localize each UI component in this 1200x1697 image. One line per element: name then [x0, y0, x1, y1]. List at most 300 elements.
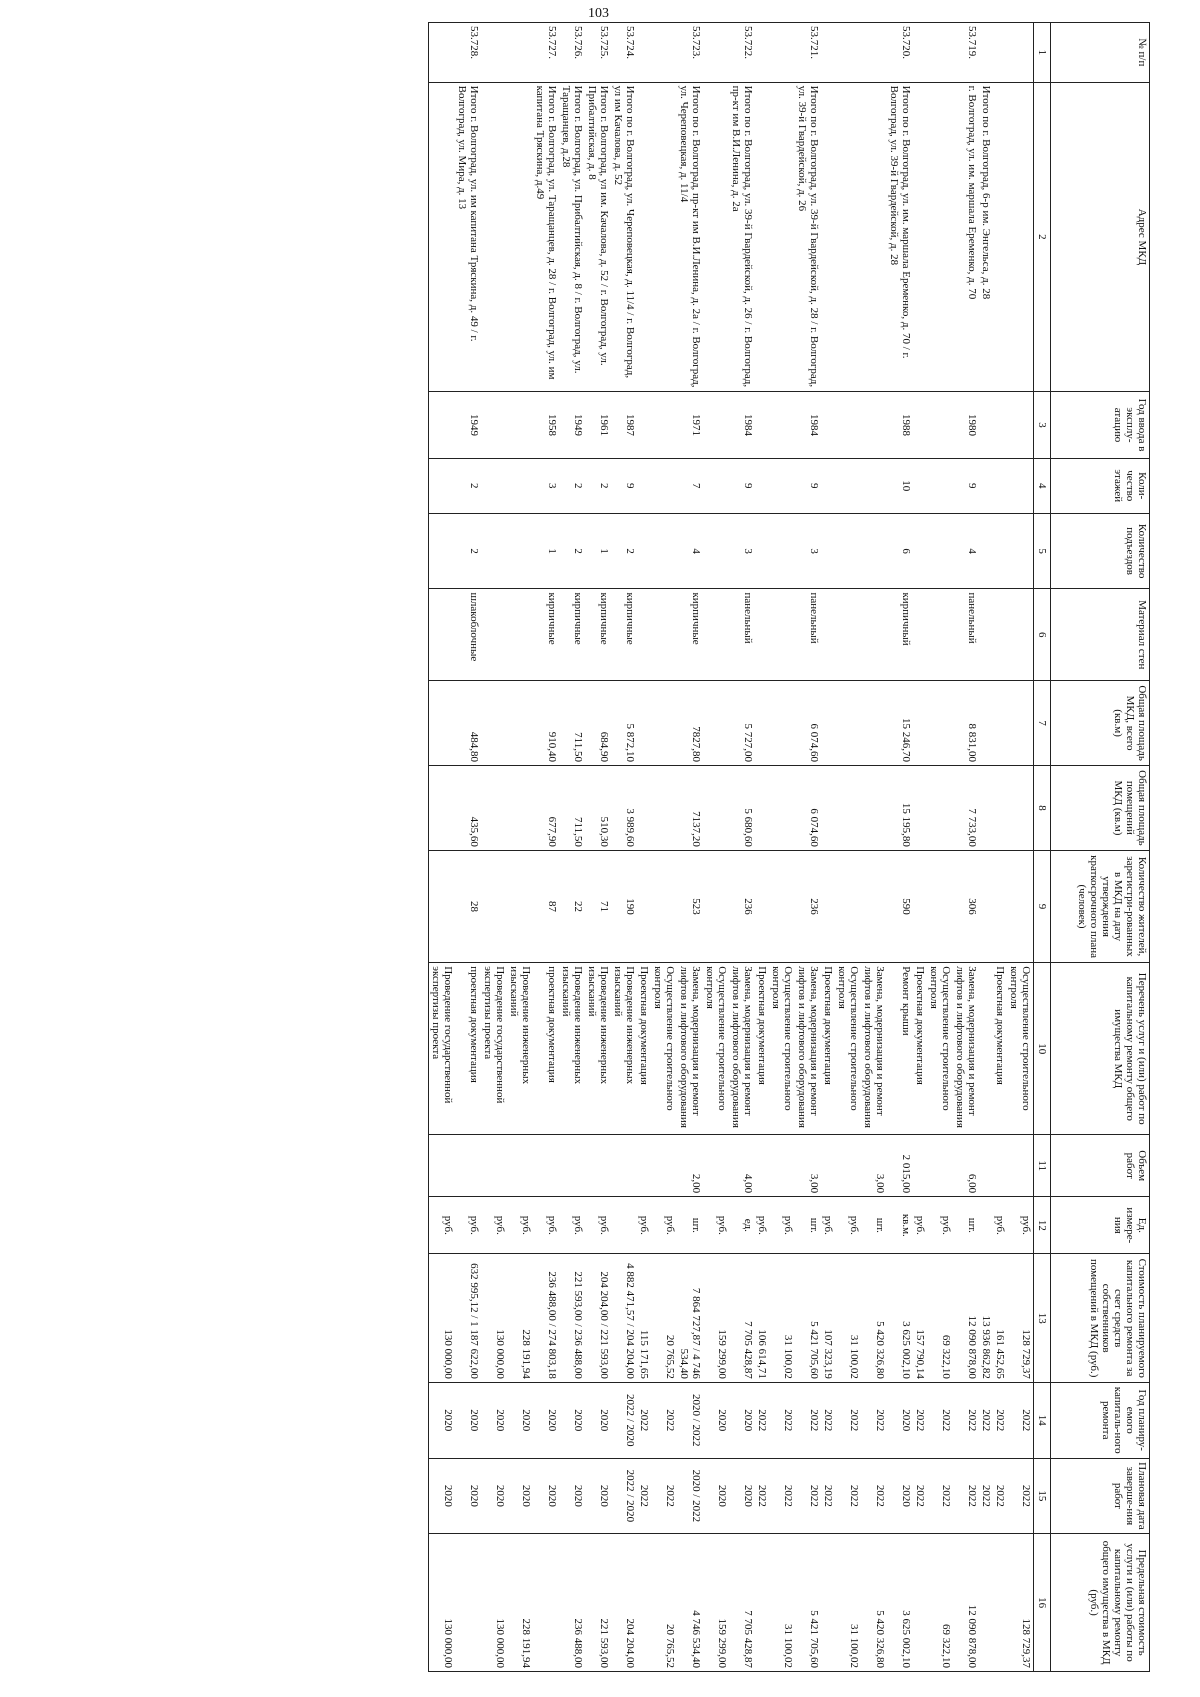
table-cell: [993, 82, 1007, 392]
header-col-3: Год ввода в эксплу-атацию: [1051, 392, 1150, 459]
header-col-9: Количество жителей, зарегистри-рованных в МКД на дату утверждения краткосрочного плана (человек): [1051, 850, 1150, 962]
table-cell: 5 420 326,80: [861, 1254, 887, 1382]
table-cell: [637, 1135, 651, 1197]
table-cell: [979, 392, 993, 459]
table-cell: 4: [677, 513, 703, 589]
table-cell: панельный: [729, 589, 755, 681]
table-cell: Осуществление строительного контроля: [651, 963, 677, 1135]
table-cell: 106 614,71: [755, 1254, 769, 1382]
table-cell: 2020: [429, 1458, 456, 1534]
table-cell: [703, 850, 729, 962]
table-cell: [481, 766, 507, 851]
table-cell: 2020 / 2022: [677, 1458, 703, 1534]
table-cell: [481, 458, 507, 513]
table-cell: Проектная документация: [821, 963, 835, 1135]
table-cell: [611, 1135, 637, 1197]
table-cell: 2020: [703, 1382, 729, 1458]
rotated-table-container: [30, 22, 1150, 1672]
table-cell: руб.: [533, 1197, 559, 1254]
table-cell: [1007, 23, 1034, 83]
table-cell: [1007, 513, 1034, 589]
table-cell: 2022: [821, 1382, 835, 1458]
table-cell: 4 746 534,40: [677, 1534, 703, 1672]
table-cell: [821, 513, 835, 589]
header-col-11: Объем работ: [1051, 1135, 1150, 1197]
table-row: [559, 23, 585, 1672]
table-cell: [1007, 850, 1034, 962]
header-col-8: Общая площадь помещений МКД (кв.м): [1051, 766, 1150, 851]
table-cell: 632 995,12 / 1 187 622,00: [455, 1254, 481, 1382]
table-cell: 2: [559, 458, 585, 513]
table-cell: [481, 392, 507, 459]
header-col-12: Ед. измере-ния: [1051, 1197, 1150, 1254]
column-number: 15: [1034, 1458, 1051, 1534]
table-cell: кирпичный: [887, 589, 913, 681]
table-cell: 2,00: [677, 1135, 703, 1197]
table-cell: Ремонт крыши: [887, 963, 913, 1135]
column-number: 5: [1034, 513, 1051, 589]
table-cell: [861, 850, 887, 962]
table-cell: 2: [611, 513, 637, 589]
table-cell: 590: [887, 850, 913, 962]
table-cell: 2022: [1007, 1382, 1034, 1458]
table-cell: Замена, модернизация и ремонт лифтов и лифтового оборудования: [861, 963, 887, 1135]
table-cell: [927, 513, 953, 589]
column-number: 1: [1034, 23, 1051, 83]
table-cell: [927, 1135, 953, 1197]
table-cell: 115 171,65: [637, 1254, 651, 1382]
table-cell: 2020: [533, 1382, 559, 1458]
table-cell: [755, 82, 769, 392]
table-cell: 5 727,00: [729, 681, 755, 766]
table-cell: [637, 82, 651, 392]
table-cell: Итого по г. Волгоград, ул. им. маршала Еременко, д. 70 / г. Волгоград, ул. 39-й Гвардейской, д. 28: [887, 82, 913, 392]
table-cell: Замена, модернизация и ремонт лифтов и лифтового оборудования: [795, 963, 821, 1135]
header-col-5: Количество подъездов: [1051, 513, 1150, 589]
table-cell: 2020: [887, 1458, 913, 1534]
table-cell: [481, 850, 507, 962]
table-cell: [993, 1534, 1007, 1672]
table-cell: 228 191,94: [507, 1254, 533, 1382]
table-cell: 6 074,60: [795, 766, 821, 851]
table-cell: Осуществление строительного контроля: [1007, 963, 1034, 1135]
table-row: [677, 23, 703, 1672]
table-cell: кирпичные: [533, 589, 559, 681]
table-cell: руб.: [769, 1197, 795, 1254]
table-cell: 2022: [927, 1458, 953, 1534]
table-cell: [1007, 458, 1034, 513]
table-cell: [455, 1534, 481, 1672]
table-cell: 3 625 002,10: [887, 1534, 913, 1672]
table-cell: 3 625 002,10: [887, 1254, 913, 1382]
header-col-4: Коли-чество этажей: [1051, 458, 1150, 513]
table-row: [913, 23, 927, 1672]
table-cell: кирпичные: [585, 589, 611, 681]
table-cell: [913, 850, 927, 962]
table-cell: 221 593,00 / 236 488,00: [559, 1254, 585, 1382]
table-cell: 2022: [993, 1382, 1007, 1458]
table-cell: руб.: [755, 1197, 769, 1254]
table-cell: [835, 681, 861, 766]
column-number: 6: [1034, 589, 1051, 681]
table-cell: шт.: [861, 1197, 887, 1254]
table-cell: 7 864 727,87 / 4 746 534,40: [677, 1254, 703, 1382]
table-cell: [481, 23, 507, 83]
table-cell: руб.: [651, 1197, 677, 1254]
table-cell: [835, 766, 861, 851]
header-col-16: Предельная стоимость услуги и (или) работы по капитальному ремонту общего имущества в МКД (руб.): [1051, 1534, 1150, 1672]
table-cell: 204 204,00 / 221 593,00: [585, 1254, 611, 1382]
table-cell: Проведение инженерных изысканий: [585, 963, 611, 1135]
table-cell: 53.728.: [455, 23, 481, 83]
table-cell: Проведение инженерных изысканий: [611, 963, 637, 1135]
table-cell: [637, 850, 651, 962]
table-cell: [703, 1135, 729, 1197]
table-cell: 20 765,52: [651, 1534, 677, 1672]
table-cell: [755, 681, 769, 766]
column-number: 4: [1034, 458, 1051, 513]
table-cell: [979, 1197, 993, 1254]
table-cell: [507, 392, 533, 459]
table-cell: 2020: [429, 1382, 456, 1458]
table-cell: 6,00: [953, 1135, 979, 1197]
table-cell: 236: [795, 850, 821, 962]
table-row: [651, 23, 677, 1672]
table-cell: [821, 766, 835, 851]
column-number: 16: [1034, 1534, 1051, 1672]
table-cell: шт.: [795, 1197, 821, 1254]
table-cell: панельный: [795, 589, 821, 681]
table-cell: [861, 513, 887, 589]
table-cell: [861, 681, 887, 766]
table-cell: 8 831,00: [953, 681, 979, 766]
table-cell: [993, 513, 1007, 589]
column-number: 12: [1034, 1197, 1051, 1254]
table-cell: 28: [455, 850, 481, 962]
table-cell: [429, 589, 456, 681]
table-cell: руб.: [913, 1197, 927, 1254]
table-cell: [769, 82, 795, 392]
table-row: [755, 23, 769, 1672]
table-cell: руб.: [993, 1197, 1007, 1254]
table-cell: 6: [887, 513, 913, 589]
table-cell: [651, 1135, 677, 1197]
table-cell: [755, 589, 769, 681]
table-cell: 2: [455, 458, 481, 513]
table-row: [979, 23, 993, 1672]
table-cell: [1007, 681, 1034, 766]
header-col-14: Год планиру-емого капиталь-ного ремонта: [1051, 1382, 1150, 1458]
table-cell: [507, 589, 533, 681]
table-cell: 3: [729, 513, 755, 589]
table-cell: 31 100,02: [835, 1534, 861, 1672]
table-cell: 2: [559, 513, 585, 589]
table-cell: [507, 681, 533, 766]
table-cell: 3,00: [795, 1135, 821, 1197]
table-cell: [481, 589, 507, 681]
table-cell: [651, 589, 677, 681]
table-cell: 53.725.: [585, 23, 611, 83]
table-cell: 435,60: [455, 766, 481, 851]
table-cell: [637, 23, 651, 83]
table-cell: [429, 766, 456, 851]
table-cell: Итого по г. Волгоград, 6-р им. Энгельса, д. 28: [979, 82, 993, 392]
table-cell: [585, 1135, 611, 1197]
table-cell: 1987: [611, 392, 637, 459]
table-cell: 4,00: [729, 1135, 755, 1197]
table-cell: [927, 458, 953, 513]
table-cell: Итого по г. Волгоград, ул. Череповецкая, д. 11/4 / г. Волгоград, ул им Качалова, д. 52: [611, 82, 637, 392]
table-cell: [821, 1534, 835, 1672]
table-cell: [651, 766, 677, 851]
table-cell: [835, 589, 861, 681]
table-cell: [821, 82, 835, 392]
column-number-row: [1034, 23, 1051, 1672]
table-cell: 711,50: [559, 681, 585, 766]
table-cell: 12 090 878,00: [953, 1534, 979, 1672]
table-cell: [769, 766, 795, 851]
table-cell: Итого по г. Волгоград, ул. 39-й Гвардейской, д. 28 / г. Волгоград, ул. 39-й Гвардейской, д. 26: [795, 82, 821, 392]
table-cell: [637, 766, 651, 851]
table-cell: [927, 82, 953, 392]
table-cell: [993, 589, 1007, 681]
table-cell: 2022: [993, 1458, 1007, 1534]
table-cell: [651, 23, 677, 83]
table-cell: [755, 458, 769, 513]
table-cell: 2020: [887, 1382, 913, 1458]
table-cell: [993, 1135, 1007, 1197]
table-cell: 2022: [755, 1382, 769, 1458]
table-cell: проектная документация: [533, 963, 559, 1135]
table-cell: 711,50: [559, 766, 585, 851]
column-number: 8: [1034, 766, 1051, 851]
column-number: 11: [1034, 1135, 1051, 1197]
table-cell: [993, 458, 1007, 513]
table-cell: 2022: [769, 1458, 795, 1534]
header-col-1: № п/п: [1051, 23, 1150, 83]
table-cell: [913, 392, 927, 459]
table-cell: руб.: [1007, 1197, 1034, 1254]
table-cell: [1007, 589, 1034, 681]
table-cell: 15 246,70: [887, 681, 913, 766]
table-cell: 4: [953, 513, 979, 589]
table-cell: 2022: [979, 1382, 993, 1458]
table-cell: 7 705 428,87: [729, 1254, 755, 1382]
table-cell: Осуществление строительного контроля: [927, 963, 953, 1135]
table-cell: 128 729,37: [1007, 1534, 1034, 1672]
table-cell: [835, 82, 861, 392]
table-cell: 7137,20: [677, 766, 703, 851]
table-cell: шлакоблочные: [455, 589, 481, 681]
table-cell: руб.: [821, 1197, 835, 1254]
table-cell: [755, 23, 769, 83]
table-row: [861, 23, 887, 1672]
table-cell: [769, 1135, 795, 1197]
table-cell: 7827,80: [677, 681, 703, 766]
table-cell: 53.724.: [611, 23, 637, 83]
table-cell: [651, 513, 677, 589]
table-cell: проектная документация: [455, 963, 481, 1135]
table-cell: 2022: [1007, 1458, 1034, 1534]
table-cell: [979, 513, 993, 589]
table-cell: 1: [585, 513, 611, 589]
table-cell: 130 000,00: [481, 1534, 507, 1672]
table-cell: [481, 82, 507, 392]
table-cell: [979, 850, 993, 962]
table-cell: 5 420 326,80: [861, 1534, 887, 1672]
table-cell: [1007, 82, 1034, 392]
table-cell: 31 100,02: [769, 1254, 795, 1382]
table-cell: 2022: [953, 1458, 979, 1534]
table-cell: 9: [729, 458, 755, 513]
table-cell: [993, 850, 1007, 962]
table-cell: [429, 392, 456, 459]
column-number: 9: [1034, 850, 1051, 962]
table-cell: [1007, 1135, 1034, 1197]
table-cell: 510,30: [585, 766, 611, 851]
table-cell: 2022: [821, 1458, 835, 1534]
table-cell: 1984: [795, 392, 821, 459]
table-cell: 2020: [481, 1458, 507, 1534]
table-body: [429, 23, 1034, 1672]
table-cell: [481, 681, 507, 766]
table-cell: [821, 392, 835, 459]
table-cell: г. Волгоград, ул. им. маршала Еременко, д. 70: [953, 82, 979, 392]
table-cell: [835, 23, 861, 83]
table-cell: 2020: [585, 1382, 611, 1458]
table-cell: 2022: [795, 1382, 821, 1458]
table-cell: 69 322,10: [927, 1534, 953, 1672]
table-cell: [507, 1135, 533, 1197]
table-cell: 2022: [913, 1458, 927, 1534]
table-cell: [755, 1534, 769, 1672]
table-cell: [429, 82, 456, 392]
table-cell: [611, 1197, 637, 1254]
table-cell: 53.720.: [887, 23, 913, 83]
table-cell: руб.: [585, 1197, 611, 1254]
table-row: [507, 23, 533, 1672]
table-row: [481, 23, 507, 1672]
table-cell: [703, 23, 729, 83]
table-cell: 31 100,02: [835, 1254, 861, 1382]
table-cell: 1971: [677, 392, 703, 459]
table-cell: [651, 850, 677, 962]
table-cell: 1: [533, 513, 559, 589]
header-col-10: Перечень услуг и (или) работ по капитальному ремонту общего имущества МКД: [1051, 963, 1150, 1135]
table-cell: руб.: [703, 1197, 729, 1254]
table-cell: [821, 850, 835, 962]
table-cell: [481, 1135, 507, 1197]
table-cell: [979, 681, 993, 766]
table-cell: 1988: [887, 392, 913, 459]
table-cell: 53.723.: [677, 23, 703, 83]
table-cell: 2020: [729, 1458, 755, 1534]
table-cell: [769, 392, 795, 459]
table-cell: 2022: [979, 1458, 993, 1534]
table-cell: 306: [953, 850, 979, 962]
table-cell: 2020: [559, 1458, 585, 1534]
table-cell: 2022 / 2020: [611, 1382, 637, 1458]
table-cell: 107 323,19: [821, 1254, 835, 1382]
table-cell: 236 488,00: [559, 1534, 585, 1672]
table-cell: [979, 963, 993, 1135]
table-row: [729, 23, 755, 1672]
table-cell: 3,00: [861, 1135, 887, 1197]
table-cell: [637, 392, 651, 459]
table-cell: 2022: [795, 1458, 821, 1534]
table-cell: 2022: [861, 1458, 887, 1534]
table-cell: [821, 1135, 835, 1197]
table-cell: [979, 1534, 993, 1672]
table-cell: руб.: [507, 1197, 533, 1254]
table-cell: 2 015,00: [887, 1135, 913, 1197]
table-cell: Проведение инженерных изысканий: [559, 963, 585, 1135]
table-cell: [651, 392, 677, 459]
table-cell: [455, 1135, 481, 1197]
table-cell: [979, 1135, 993, 1197]
column-number: 13: [1034, 1254, 1051, 1382]
table-cell: [769, 589, 795, 681]
table-cell: [533, 1135, 559, 1197]
table-cell: [927, 392, 953, 459]
table-cell: [703, 82, 729, 392]
table-cell: [769, 23, 795, 83]
table-cell: 3: [533, 458, 559, 513]
table-cell: 13 936 862,82: [979, 1254, 993, 1382]
table-cell: [429, 1135, 456, 1197]
header-row: [1051, 23, 1150, 1672]
table-cell: 2020: [455, 1458, 481, 1534]
table-row: [953, 23, 979, 1672]
table-cell: [637, 589, 651, 681]
table-cell: кирпичные: [611, 589, 637, 681]
table-cell: 71: [585, 850, 611, 962]
table-cell: 1984: [729, 392, 755, 459]
table-cell: [913, 513, 927, 589]
table-cell: Замена, модернизация и ремонт лифтов и лифтового оборудования: [953, 963, 979, 1135]
table-cell: 20 765,52: [651, 1254, 677, 1382]
table-cell: 130 000,00: [429, 1534, 456, 1672]
table-cell: [821, 681, 835, 766]
table-cell: [703, 766, 729, 851]
table-cell: 204 204,00: [611, 1534, 637, 1672]
table-cell: [703, 589, 729, 681]
table-cell: [835, 513, 861, 589]
table-cell: [913, 23, 927, 83]
table-cell: [927, 23, 953, 83]
table-cell: 2020: [559, 1382, 585, 1458]
table-cell: 7: [677, 458, 703, 513]
table-cell: [703, 681, 729, 766]
table-cell: Итого г. Волгоград, ул. Таращанцев, д. 28 / г. Волгоград, ул. им капитана Тряскина, д.49: [533, 82, 559, 392]
table-cell: кирпичные: [559, 589, 585, 681]
table-cell: 1949: [559, 392, 585, 459]
table-cell: [507, 850, 533, 962]
table-cell: [913, 1135, 927, 1197]
table-cell: 5 872,10: [611, 681, 637, 766]
table-cell: 2: [585, 458, 611, 513]
table-cell: 236 488,00 / 274 803,18: [533, 1254, 559, 1382]
table-cell: [835, 850, 861, 962]
table-cell: 2022 / 2020: [611, 1458, 637, 1534]
table-cell: 5 421 705,60: [795, 1534, 821, 1672]
table-cell: 684,90: [585, 681, 611, 766]
table-cell: 2022: [637, 1382, 651, 1458]
table-cell: 9: [795, 458, 821, 513]
table-row: [993, 23, 1007, 1672]
table-cell: 161 452,65: [993, 1254, 1007, 1382]
table-cell: 2020: [481, 1382, 507, 1458]
